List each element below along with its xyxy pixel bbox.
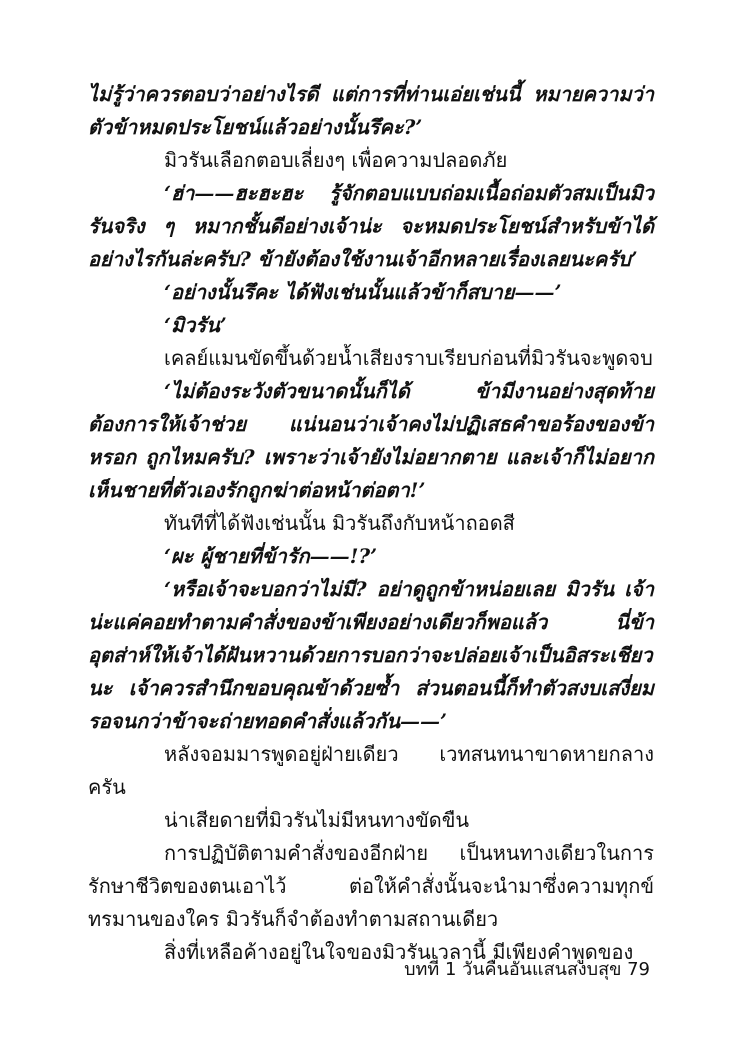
page-footer: บทที่ 1 วันคืนอันแสนสงบสุข 79 xyxy=(404,959,650,980)
paragraph-8: ทันทีที่ได้ฟังเช่นนั้น มิวรันถึงกับหน้าถอดสี xyxy=(164,511,515,535)
paragraph-6: เคลย์แมนขัดขึ้นด้วยน้ำเสียงราบเรียบก่อนที่มิวรันจะพูดจบ xyxy=(164,346,653,370)
paragraph-12: น่าเสียดายที่มิวรันไม่มีหนทางขัดขืน xyxy=(164,808,470,832)
paragraph-13: การปฏิบัติตามคำสั่งของอีกฝ่าย เป็นหนทางเดียวในการรักษาชีวิตของตนเอาไว้ ต่อให้คำสั่งนั้นจะนำมาซึ่งความทุกข์ทรมานของใคร มิวรันก็จำต้องทำตามสถานเดียว xyxy=(88,841,654,931)
paragraph-2: มิวรันเลือกตอบเลี่ยงๆ เพื่อความปลอดภัย xyxy=(164,148,508,172)
paragraph-9: ‘ผะ ผู้ชายที่ข้ารัก——!?’ xyxy=(164,544,378,568)
paragraph-14: สิ่งที่เหลือค้างอยู่ในใจของมิวรันเวลานี้ มีเพียงคำพูดของ xyxy=(164,940,634,964)
paragraph-4: ‘อย่างนั้นรึคะ ได้ฟังเช่นนั้นแล้วข้าก็สบาย——’ xyxy=(164,280,562,304)
page-body xyxy=(88,78,654,969)
paragraph-5: ‘มิวรัน’ xyxy=(164,313,227,337)
paragraph-11: หลังจอมมารพูดอยู่ฝ่ายเดียว เวทสนทนาขาดหายกลางครัน xyxy=(88,742,654,799)
paragraph-7: ‘ไม่ต้องระวังตัวขนาดนั้นก็ได้ ข้ามีงานอย่างสุดท้ายต้องการให้เจ้าช่วย แน่นอนว่าเจ้าคงไม่ปฏิเสธคำขอร้องของข้าหรอก ถูกไหมครับ? เพราะว่าเจ้ายังไม่อยากตาย และเจ้าก็ไม่อยากเห็นชายที่ตัวเองรักถูกฆ่าต่อหน้าต่อตา!’ xyxy=(88,379,654,502)
paragraph-3: ‘ฮ่า——ฮะฮะฮะ รู้จักตอบแบบถ่อมเนื้อถ่อมตัวสมเป็นมิวรันจริง ๆ หมากชั้นดีอย่างเจ้าน่ะ จะหมดประโยชน์สำหรับข้าได้อย่างไรกันล่ะครับ? ข้ายังต้องใช้งานเจ้าอีกหลายเรื่องเลยนะครับ’ xyxy=(88,181,654,271)
paragraph-1: ไม่รู้ว่าควรตอบว่าอย่างไรดี แต่การที่ท่านเอ่ยเช่นนี้ หมายความว่าตัวข้าหมดประโยชน์แล้วอย่างนั้นรึคะ?’ xyxy=(88,82,654,139)
paragraph-10: ‘หรือเจ้าจะบอกว่าไม่มี? อย่าดูถูกข้าหน่อยเลย มิวรัน เจ้าน่ะแค่คอยทำตามคำสั่งของข้าเพียงอย่างเดียวก็พอแล้ว นี่ข้าอุตส่าห์ให้เจ้าได้ฝันหวานด้วยการบอกว่าจะปล่อยเจ้าเป็นอิสระเชียวนะ เจ้าควรสำนึกขอบคุณข้าด้วยซ้ำ ส่วนตอนนี้ก็ทำตัวสงบเสงี่ยมรอจนกว่าข้าจะถ่ายทอดคำสั่งแล้วกัน——’ xyxy=(88,577,654,733)
